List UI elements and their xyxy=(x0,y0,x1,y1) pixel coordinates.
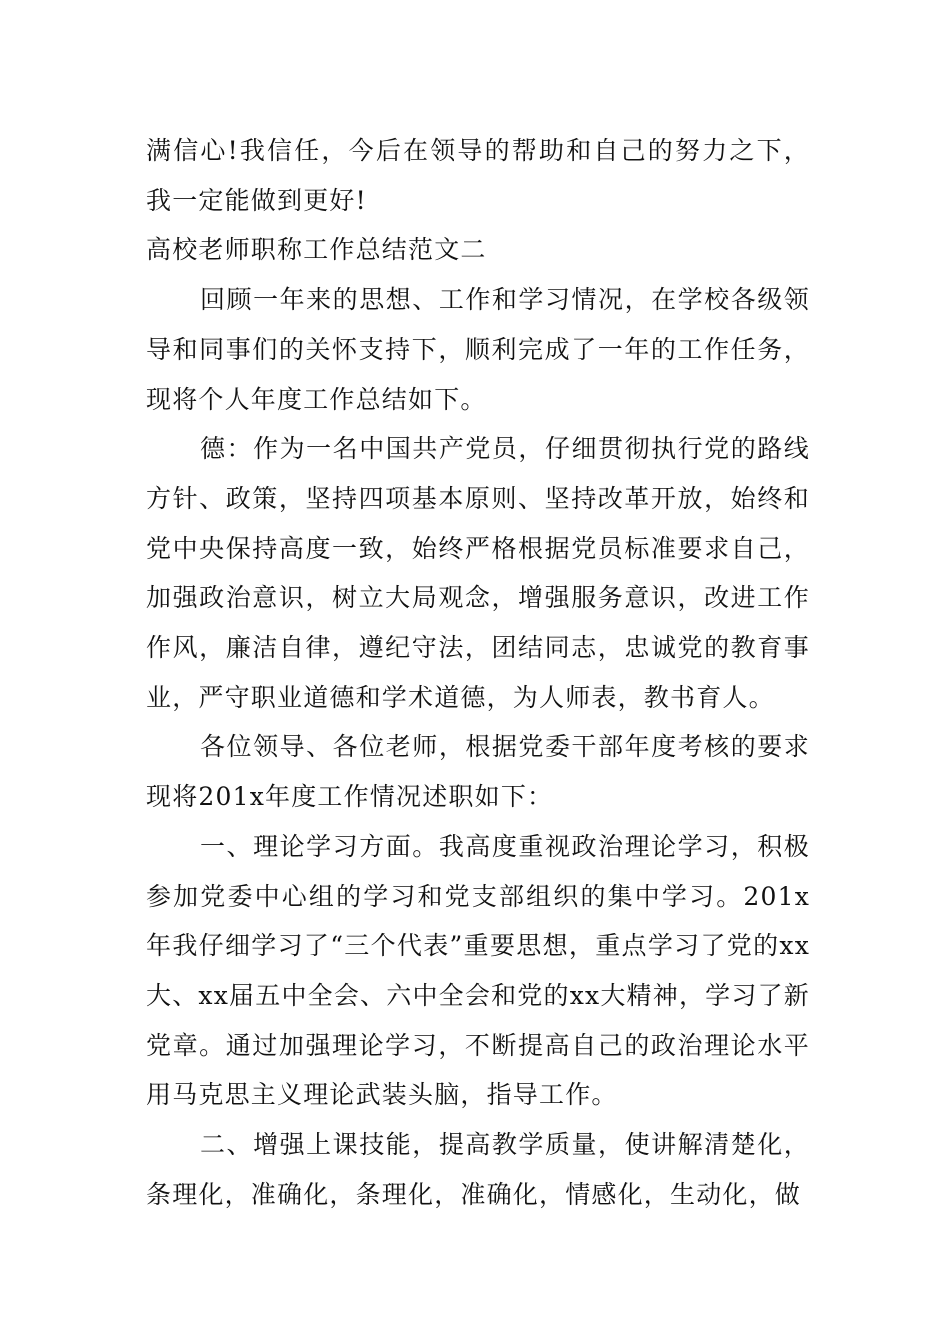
paragraph-review: 回顾一年来的思想、工作和学习情况，在学校各级领导和同事们的关怀支持下，顺利完成了一年的工作任务，现将个人年度工作总结如下。 xyxy=(146,285,810,414)
paragraph-theory-study: 一、理论学习方面。我高度重视政治理论学习，积极参加党委中心组的学习和党支部组织的集中学习。201x年我仔细学习了“三个代表”重要思想，重点学习了党的xx大、xx届五中全会、六中全会和党的xx大精神，学习了新党章。通过加强理论学习，不断提高自己的政治理论水平用马克思主义理论武装头脑，指导工作。 xyxy=(146,831,810,1110)
paragraph-teaching-skills: 二、增强上课技能，提高教学质量，使讲解清楚化，条理化，准确化，条理化，准确化，情感化，生动化，做 xyxy=(146,1130,810,1209)
section-heading: 高校老师职称工作总结范文二 xyxy=(146,235,487,265)
document-body xyxy=(146,126,810,1219)
paragraph-report-intro: 各位领导、各位老师，根据党委干部年度考核的要求现将201x年度工作情况述职如下： xyxy=(146,732,810,812)
paragraph-closing: 满信心!我信任，今后在领导的帮助和自己的努力之下，我一定能做到更好! xyxy=(146,136,810,215)
paragraph-morality: 德：作为一名中国共产党员，仔细贯彻执行党的路线方针、政策，坚持四项基本原则、坚持改革开放，始终和党中央保持高度一致，始终严格根据党员标准要求自己，加强政治意识，树立大局观念，增强服务意识，改进工作作风，廉洁自律，遵纪守法，团结同志，忠诚党的教育事业，严守职业道德和学术道德，为人师表，教书育人。 xyxy=(146,434,810,712)
